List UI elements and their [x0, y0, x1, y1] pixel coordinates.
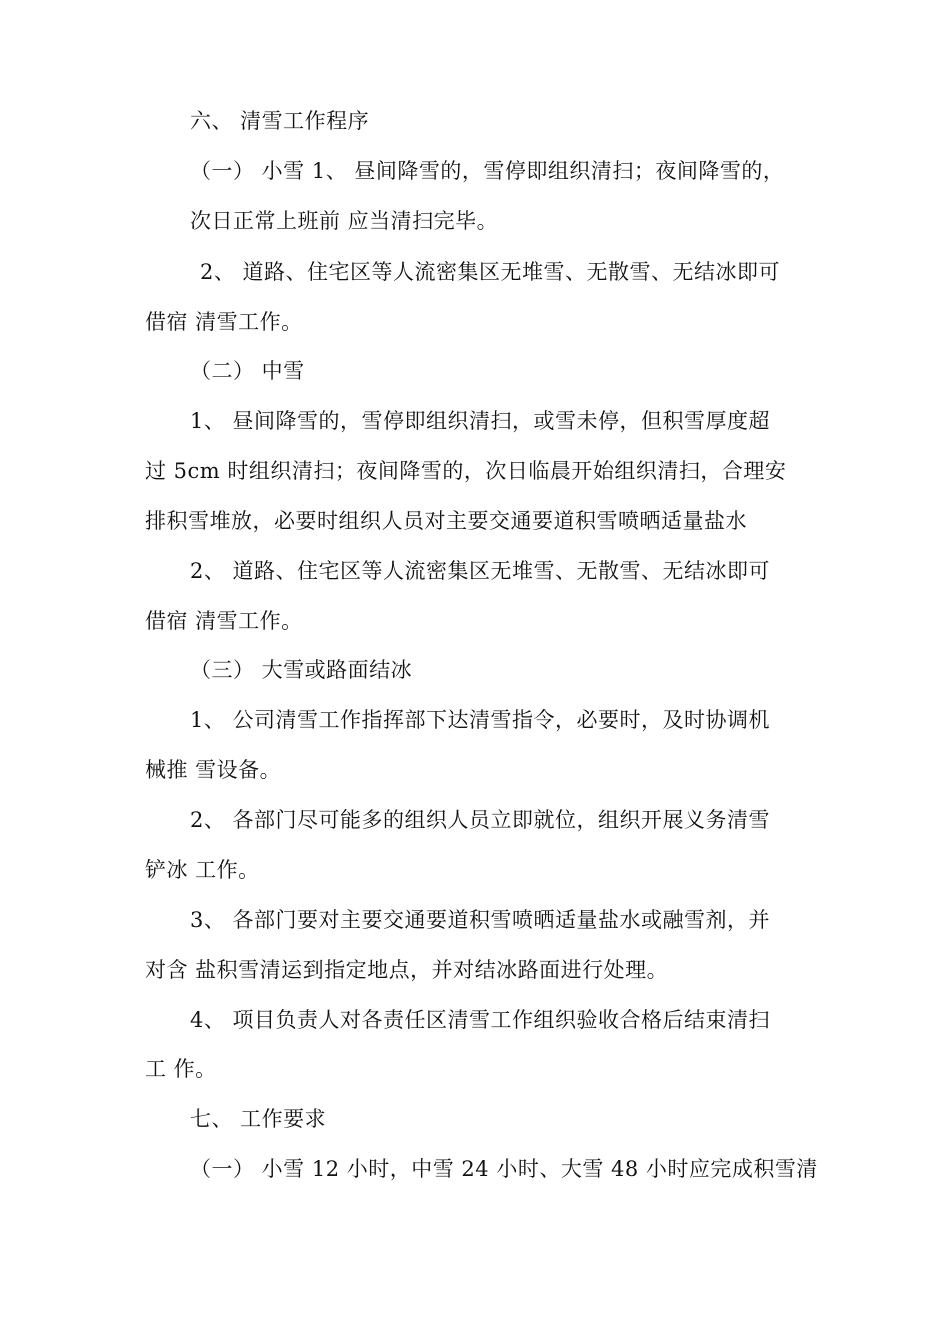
paragraph-line: 3、 各部门要对主要交通要道积雪喷晒适量盐水或融雪剂，并 — [190, 908, 771, 932]
paragraph-line: 过 5cm 时组织清扫；夜间降雪的，次日临晨开始组织清扫，合理安 — [145, 459, 787, 483]
paragraph-line: （一） 小雪 12 小时，中雪 24 小时、大雪 48 小时应完成积雪清 — [190, 1157, 818, 1181]
paragraph-line: 借宿 清雪工作。 — [145, 609, 303, 633]
paragraph-line: 排积雪堆放，必要时组织人员对主要交通要道积雪喷晒适量盐水 — [145, 509, 747, 533]
paragraph-line: 借宿 清雪工作。 — [145, 310, 303, 334]
paragraph-line: 2、 道路、住宅区等人流密集区无堆雪、无散雪、无结冰即可 — [200, 260, 781, 284]
paragraph-line: 械推 雪设备。 — [145, 758, 282, 782]
paragraph-line: 工 作。 — [145, 1057, 217, 1081]
paragraph-line: 次日正常上班前 应当清扫完毕。 — [190, 209, 499, 233]
paragraph-line: 1、 公司清雪工作指挥部下达清雪指令，必要时，及时协调机 — [190, 708, 771, 732]
paragraph-line: 对含 盐积雪清运到指定地点，并对结冰路面进行处理。 — [145, 958, 669, 982]
paragraph-line: 2、 道路、住宅区等人流密集区无堆雪、无散雪、无结冰即可 — [190, 559, 771, 583]
section-heading-seven: 七、 工作要求 — [190, 1107, 327, 1131]
paragraph-line: （一） 小雪 1、 昼间降雪的，雪停即组织清扫；夜间降雪的， — [190, 159, 785, 183]
paragraph-line: 1、 昼间降雪的，雪停即组织清扫，或雪未停，但积雪厚度超 — [190, 409, 771, 433]
paragraph-line: 4、 项目负责人对各责任区清雪工作组织验收合格后结束清扫 — [190, 1008, 771, 1032]
paragraph-line: 铲冰 工作。 — [145, 858, 260, 882]
section-heading-six: 六、 清雪工作程序 — [190, 109, 370, 133]
subsection-heading: （三） 大雪或路面结冰 — [190, 658, 413, 682]
paragraph-line: 2、 各部门尽可能多的组织人员立即就位，组织开展义务清雪 — [190, 808, 771, 832]
subsection-heading: （二） 中雪 — [190, 359, 305, 383]
